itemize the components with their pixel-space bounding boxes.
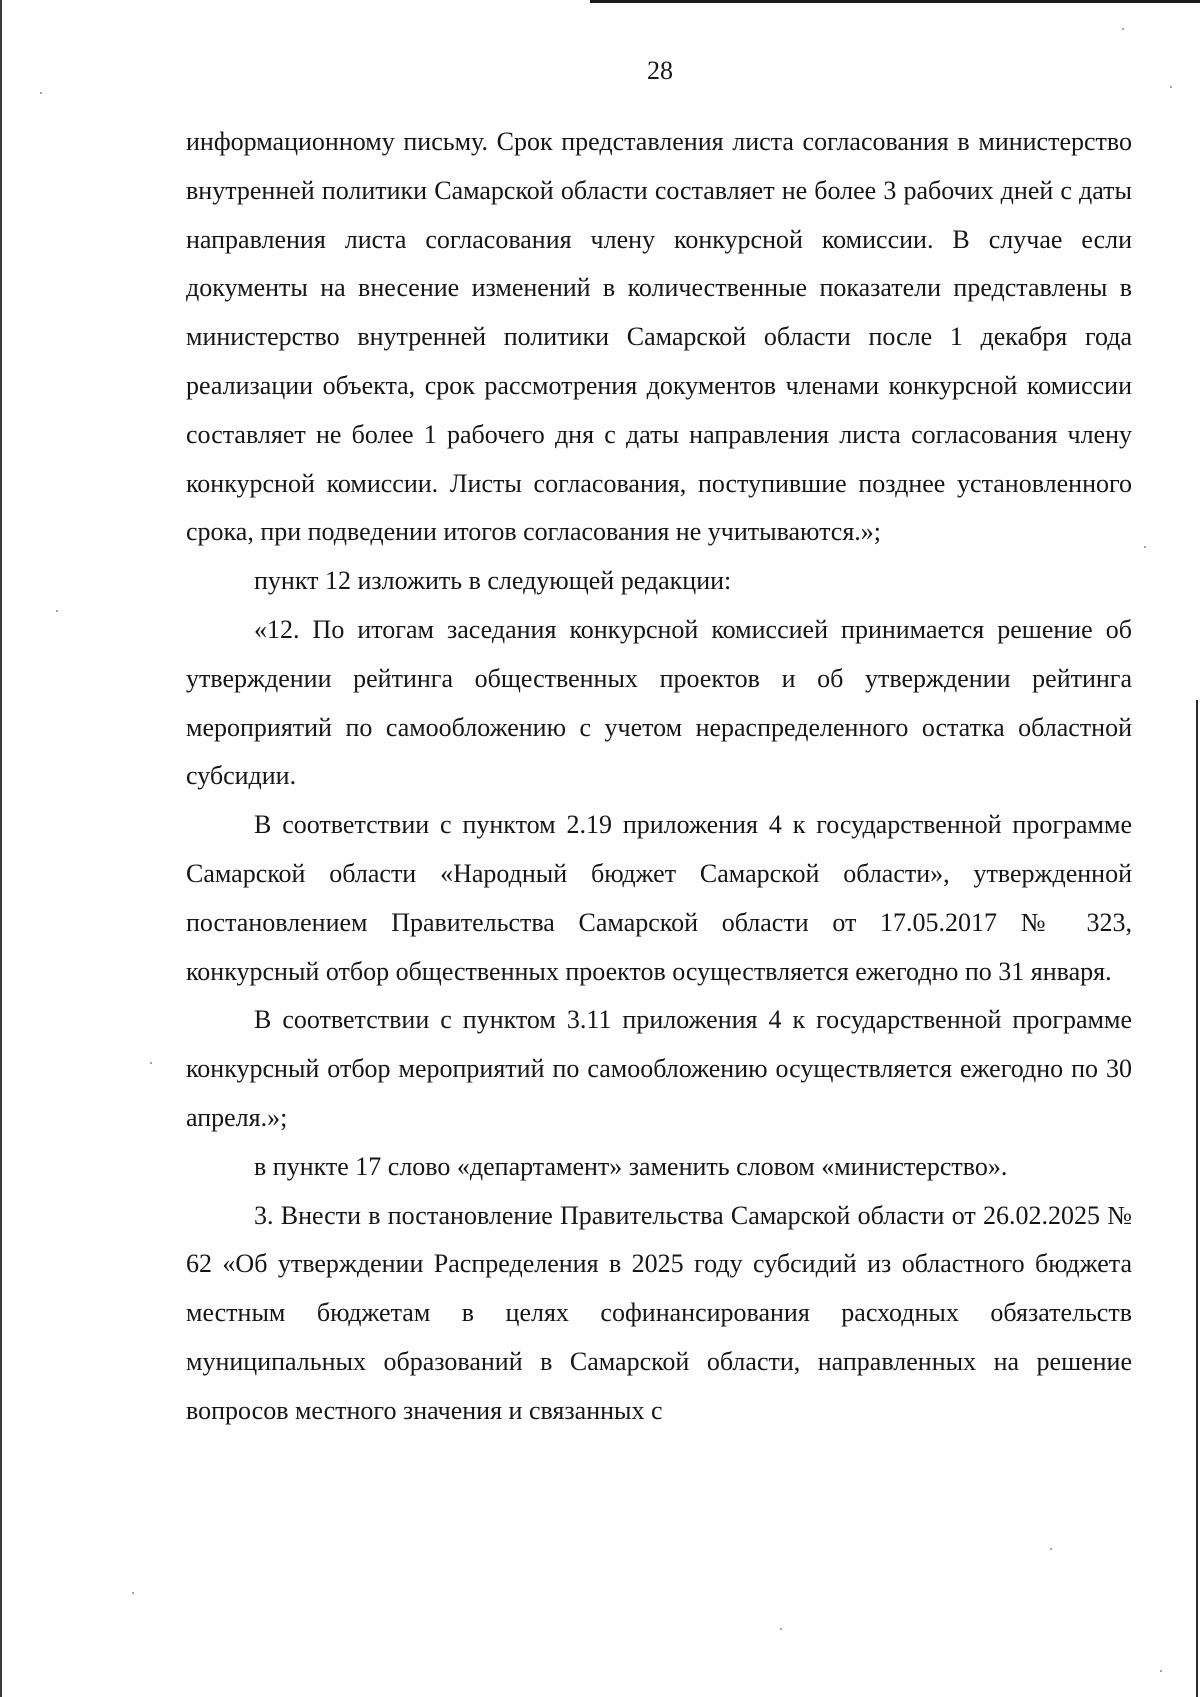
scan-edge-right bbox=[1196, 700, 1198, 1697]
scan-speck bbox=[1170, 86, 1172, 88]
scan-edge-top bbox=[590, 0, 1200, 3]
scan-speck bbox=[780, 1628, 782, 1630]
scan-speck bbox=[1050, 1548, 1052, 1550]
document-body bbox=[186, 118, 1132, 1436]
paragraph-item-3: 3. Внести в постановление Правительства Самарской области от 26.02.2025 № 62 «Об утверждении Распределения в 2025 году субсидий из областного бюджета местным бюджетам в целях софинансирования расходных обязательств муниципальных образований в Самарской области, направленных на решение вопросов местного значения и связанных с bbox=[186, 1200, 1132, 1425]
scan-speck bbox=[132, 1592, 134, 1594]
paragraph-point-2-19: В соответствии с пунктом 2.19 приложения 4 к государственной программе Самарской области «Народный бюджет Самарской области», утвержденной постановлением Правительства Самарской области от 17.05.2017 № 323, конкурсный отбор общественных проектов осуществляется ежегодно по 31 января. bbox=[186, 810, 1132, 986]
scan-speck bbox=[40, 92, 42, 94]
paragraph-point-12-intro: пункт 12 изложить в следующей редакции: bbox=[254, 566, 732, 596]
paragraph-point-17: в пункте 17 слово «департамент» заменить словом «министерство». bbox=[254, 1151, 1008, 1181]
paragraph-point-12-text: «12. По итогам заседания конкурсной комиссией принимается решение об утверждении рейтинга общественных проектов и об утверждении рейтинга мероприятий по самообложению с учетом нераспределенного остатка областной субсидии. bbox=[186, 614, 1132, 791]
paragraph-point-3-11: В соответствии с пунктом 3.11 приложения 4 к государственной программе конкурсный отбор мероприятий по самообложению осуществляется ежегодно по 30 апреля.»; bbox=[186, 1005, 1132, 1132]
scan-speck bbox=[56, 610, 58, 612]
paragraph-continuation: информационному письму. Срок представления листа согласования в министерство внутренней политики Самарской области составляет не более 3 рабочих дней с даты направления листа согласования члену конкурсной комиссии. В случае если документы на внесение изменений в количественные показатели представлены в министерство внутренней политики Самарской области после 1 декабря года реализации объекта, срок рассмотрения документов членами конкурсной комиссии составляет не более 1 рабочего дня с даты направления листа согласования члену конкурсной комиссии. Листы согласования, поступившие позднее установленного срока, при подведении итогов согласования не учитываются.»; bbox=[186, 127, 1132, 547]
page-number: 28 bbox=[647, 56, 673, 85]
scan-speck bbox=[150, 1062, 152, 1064]
scan-edge-left bbox=[0, 0, 2, 1697]
scan-speck bbox=[1160, 1670, 1162, 1672]
scan-speck bbox=[1122, 28, 1124, 30]
scan-speck bbox=[1144, 546, 1146, 548]
